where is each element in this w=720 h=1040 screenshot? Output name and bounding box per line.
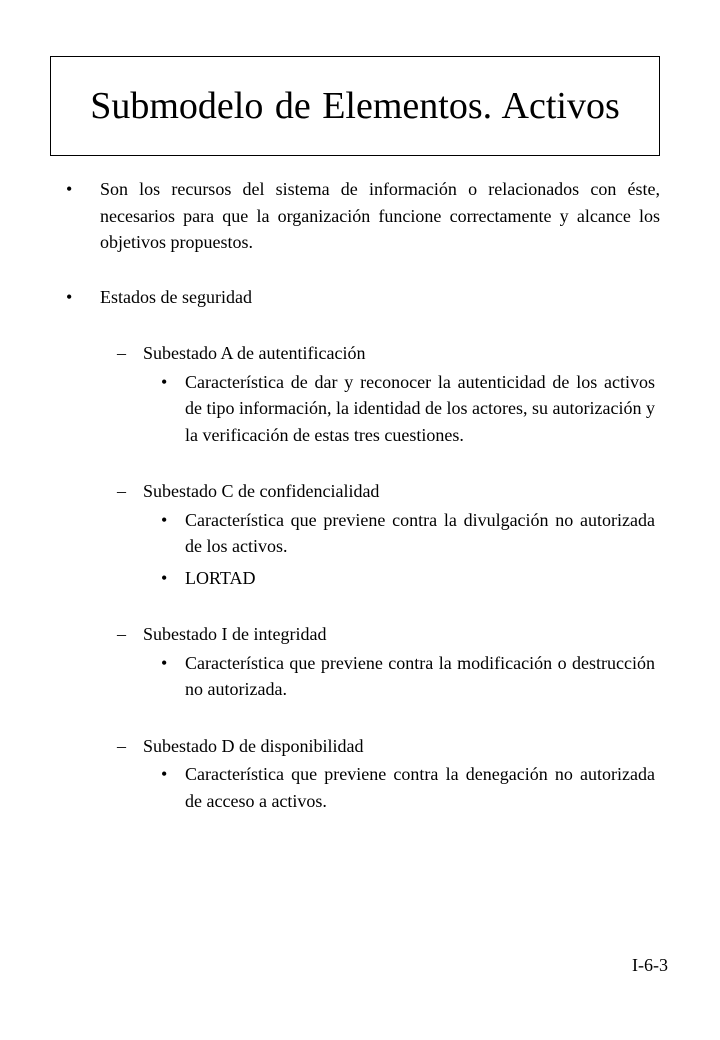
point-text: Característica que previene contra la modificación o destrucción no autorizada.: [185, 652, 655, 699]
point-text: Característica que previene contra la divulgación no autorizada de los activos.: [185, 509, 655, 556]
dash-marker: –: [117, 624, 126, 644]
subitem-label: Subestado D de disponibilidad: [143, 735, 364, 756]
point-text: LORTAD: [185, 567, 256, 588]
dash-marker: –: [117, 481, 126, 501]
bullet-marker: •: [161, 652, 168, 673]
subitem-label: Subestado I de integridad: [143, 624, 327, 644]
bullet-marker: •: [161, 509, 168, 530]
point-a-1: [0, 369, 655, 449]
bullet-marker: •: [66, 286, 73, 307]
point-c-2: [0, 565, 655, 592]
subitem-d: [0, 733, 660, 760]
dash-marker: –: [117, 735, 126, 756]
page-number: I-6-3: [632, 955, 668, 975]
subitem-a: [0, 340, 660, 367]
bullet-intro: [0, 176, 660, 256]
point-i-1: [0, 650, 655, 703]
slide-content: [0, 176, 720, 814]
bullet-estados: [0, 284, 660, 311]
page-title: Submodelo de Elementos. Activos: [90, 85, 620, 127]
point-text: Característica que previene contra la denegación no autorizada de acceso a activos.: [185, 764, 655, 811]
point-d-1: [0, 761, 655, 814]
subitem-c: [0, 478, 660, 505]
bullet-marker: •: [161, 764, 168, 784]
subitem-i: [0, 621, 660, 648]
bullet-text: Estados de seguridad: [100, 286, 252, 307]
subitem-label: Subestado C de confidencialidad: [143, 481, 380, 501]
subitem-label: Subestado A de autentificación: [143, 343, 366, 363]
dash-marker: –: [117, 343, 126, 363]
bullet-text: Son los recursos del sistema de información o relacionados con éste, necesarios para que la organización funcione correctamente y alcance los objetivos propuestos.: [100, 179, 660, 252]
bullet-marker: •: [66, 179, 73, 199]
title-box: [50, 56, 660, 156]
point-text: Característica de dar y reconocer la autenticidad de los activos de tipo información, la identidad de los actores, su autorización y la verificación de estas tres cuestiones.: [185, 371, 655, 445]
bullet-marker: •: [161, 371, 168, 392]
bullet-marker: •: [161, 567, 168, 588]
point-c-1: [0, 507, 655, 560]
